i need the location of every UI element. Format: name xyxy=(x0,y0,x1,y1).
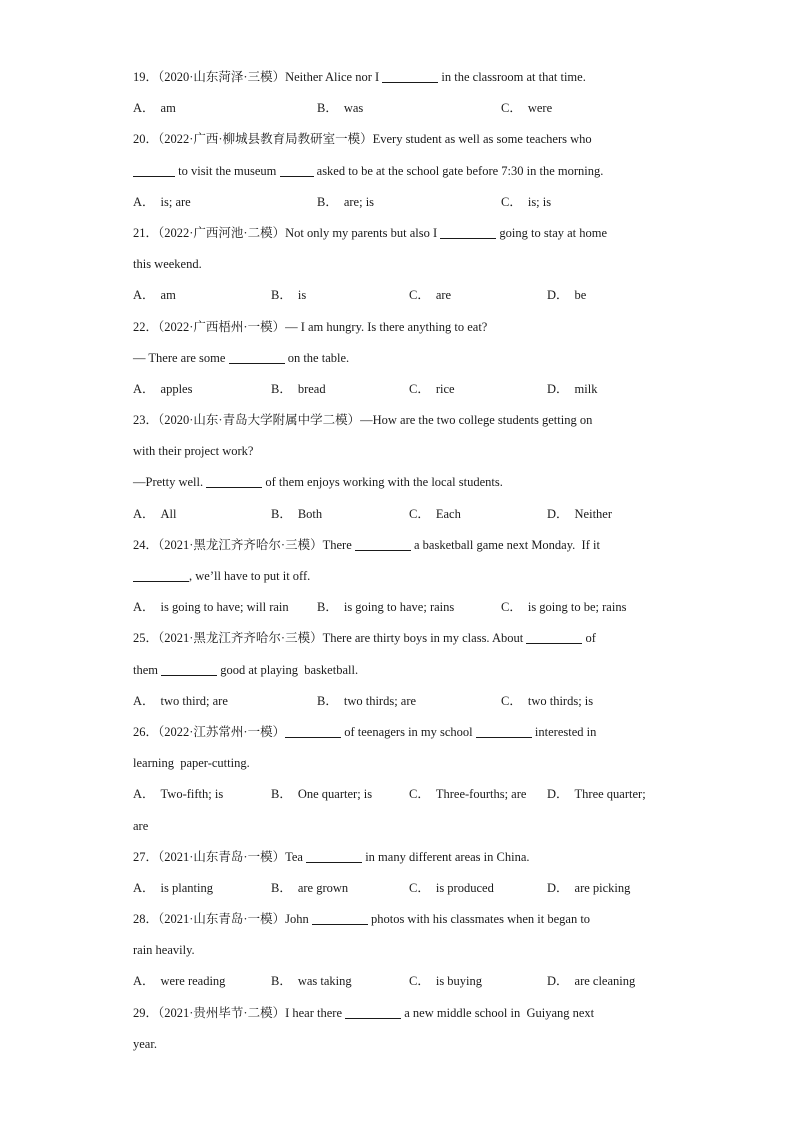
question-stem-line xyxy=(133,249,663,280)
question-source: （2020·山东·青岛大学附属中学二模） xyxy=(158,413,361,428)
answer-blank xyxy=(285,723,341,738)
option-letter: C． xyxy=(409,506,430,521)
option-text: is; are xyxy=(160,194,191,209)
question-27 xyxy=(133,842,663,904)
option-a[interactable] xyxy=(133,873,213,904)
question-source: （2022·广西梧州·一模） xyxy=(158,319,286,334)
option-text: Three-fourths; are xyxy=(435,787,527,802)
question-number: 19． xyxy=(133,70,159,84)
option-text: bread xyxy=(297,381,326,396)
stem-text: —How are the two college students getting on xyxy=(360,413,593,428)
stem-text: Not only my parents but also I xyxy=(285,225,441,240)
question-number: 28． xyxy=(133,912,159,927)
option-c[interactable] xyxy=(501,93,552,124)
answer-blank xyxy=(526,629,582,644)
question-source: （2021·黑龙江齐齐哈尔·三模） xyxy=(158,537,323,552)
answer-blank xyxy=(229,349,285,364)
option-letter: A． xyxy=(133,600,155,615)
option-text: were reading xyxy=(160,974,226,989)
question-stem-line xyxy=(133,717,663,748)
option-letter: C． xyxy=(409,880,430,895)
question-stem-line xyxy=(133,904,663,935)
option-letter: B． xyxy=(317,693,338,708)
option-b[interactable] xyxy=(271,873,348,904)
option-c[interactable] xyxy=(409,966,482,997)
stem-text: Tea xyxy=(285,849,307,864)
answer-blank xyxy=(476,723,532,738)
option-text: is going to have; rains xyxy=(343,600,455,615)
stem-text: of xyxy=(582,631,596,646)
option-text: be xyxy=(574,288,587,303)
stem-text: rain heavily. xyxy=(133,943,195,958)
option-text: two thirds; are xyxy=(343,693,417,708)
answer-blank xyxy=(355,536,411,551)
question-stem-line xyxy=(133,655,663,686)
option-letter: D． xyxy=(547,288,569,303)
question-source: （2021·山东青岛·一模） xyxy=(158,912,286,927)
option-text: am xyxy=(160,288,176,303)
stem-text: with their project work? xyxy=(133,444,254,459)
option-letter: C． xyxy=(501,101,522,116)
option-a[interactable] xyxy=(133,499,177,530)
option-letter: A． xyxy=(133,506,155,521)
option-a[interactable] xyxy=(133,187,191,218)
question-stem-line xyxy=(133,623,663,654)
question-25 xyxy=(133,623,663,717)
option-letter: B． xyxy=(271,974,292,989)
options-row xyxy=(133,280,663,311)
question-23 xyxy=(133,405,663,530)
option-text: is planting xyxy=(160,880,213,895)
question-19 xyxy=(133,62,663,124)
option-letter: C． xyxy=(501,194,522,209)
option-a[interactable] xyxy=(133,280,176,311)
stem-text: in many different areas in China. xyxy=(362,849,530,864)
option-text: is xyxy=(297,288,307,303)
option-text: is buying xyxy=(435,974,483,989)
stem-text: — I am hungry. Is there anything to eat? xyxy=(285,319,488,334)
stem-text: photos with his classmates when it began to xyxy=(367,912,591,927)
option-a[interactable] xyxy=(133,592,289,623)
question-stem-line xyxy=(133,124,663,155)
question-stem-line xyxy=(133,467,663,498)
stem-text: a basketball game next Monday. If it xyxy=(410,537,600,552)
question-stem-line xyxy=(133,530,663,561)
option-a[interactable] xyxy=(133,374,192,405)
option-b[interactable] xyxy=(271,966,352,997)
option-c[interactable] xyxy=(501,592,626,623)
question-number: 25． xyxy=(133,631,159,646)
question-stem-line xyxy=(133,343,663,374)
stem-text: Neither Alice nor I xyxy=(285,70,383,84)
stem-text: learning paper-cutting. xyxy=(133,756,250,771)
option-d[interactable] xyxy=(547,374,597,405)
question-stem-line xyxy=(133,156,663,187)
option-letter: B． xyxy=(271,787,292,802)
option-letter: B． xyxy=(317,101,338,116)
option-letter: A． xyxy=(133,194,155,209)
option-b[interactable] xyxy=(317,93,363,124)
option-d[interactable] xyxy=(547,966,635,997)
answer-blank xyxy=(382,68,438,83)
question-source: （2021·黑龙江齐齐哈尔·三模） xyxy=(158,631,323,646)
option-letter: D． xyxy=(547,506,569,521)
options-row xyxy=(133,686,663,717)
stem-text: going to stay at home xyxy=(496,225,608,240)
option-text: milk xyxy=(574,381,598,396)
answer-blank xyxy=(206,473,262,488)
option-text: two third; are xyxy=(160,693,228,708)
question-number: 24． xyxy=(133,537,159,552)
question-stem-line xyxy=(133,935,663,966)
option-text: are picking xyxy=(574,880,631,895)
question-number: 26． xyxy=(133,724,159,739)
option-letter: D． xyxy=(547,381,569,396)
option-b[interactable] xyxy=(271,280,306,311)
option-letter: B． xyxy=(271,288,292,303)
options-row xyxy=(133,499,663,530)
option-text: were xyxy=(527,101,553,116)
option-letter: D． xyxy=(547,880,569,895)
option-a[interactable] xyxy=(133,966,225,997)
question-29 xyxy=(133,998,663,1060)
question-24 xyxy=(133,530,663,624)
stem-text: of teenagers in my school xyxy=(341,724,476,739)
options-row xyxy=(133,592,663,623)
option-text: Two-fifth; is xyxy=(160,787,224,802)
option-text: are xyxy=(435,288,452,303)
answer-blank xyxy=(306,848,362,863)
stem-text: in the classroom at that time. xyxy=(438,70,586,84)
option-letter: C． xyxy=(409,288,430,303)
option-text: is produced xyxy=(435,880,494,895)
option-letter: B． xyxy=(271,506,292,521)
stem-text: — There are some xyxy=(133,350,229,365)
option-c[interactable] xyxy=(409,873,494,904)
stem-text: them xyxy=(133,662,162,677)
option-letter: A． xyxy=(133,288,155,303)
stem-text: I hear there xyxy=(285,1005,346,1020)
answer-blank xyxy=(133,162,175,177)
stem-text: to visit the museum xyxy=(175,163,280,178)
stem-text: of them enjoys working with the local students. xyxy=(262,475,503,490)
option-c[interactable] xyxy=(409,280,451,311)
option-letter: C． xyxy=(409,381,430,396)
option-letter: C． xyxy=(501,600,522,615)
option-letter: B． xyxy=(271,381,292,396)
option-text: is going to have; will rain xyxy=(160,600,289,615)
option-c[interactable] xyxy=(409,374,455,405)
question-source: （2021·山东青岛·一模） xyxy=(158,849,286,864)
option-b[interactable] xyxy=(271,374,326,405)
option-letter: C． xyxy=(409,787,430,802)
option-text: two thirds; is xyxy=(527,693,594,708)
question-stem-line xyxy=(133,1029,663,1060)
option-letter: B． xyxy=(317,194,338,209)
question-stem-line xyxy=(133,748,663,779)
question-number: 20． xyxy=(133,132,159,147)
option-d[interactable] xyxy=(547,499,612,530)
options-row xyxy=(133,187,663,218)
stem-text: this weekend. xyxy=(133,257,202,272)
option-text: are grown xyxy=(297,880,349,895)
option-text: was taking xyxy=(297,974,352,989)
stem-text: on the table. xyxy=(284,350,350,365)
stem-text: a new middle school in Guiyang next xyxy=(401,1005,595,1020)
question-source: （2022·江苏常州·一模） xyxy=(158,724,286,739)
option-letter: A． xyxy=(133,693,155,708)
option-b[interactable] xyxy=(317,592,454,623)
question-number: 21． xyxy=(133,225,159,240)
option-text: apples xyxy=(160,381,193,396)
question-stem-line xyxy=(133,405,663,436)
question-source: （2022·广西·柳城县教育局教研室一模） xyxy=(158,132,373,147)
option-text: rice xyxy=(435,381,455,396)
option-text: is; is xyxy=(527,194,552,209)
option-a[interactable] xyxy=(133,779,223,810)
answer-blank xyxy=(133,567,189,582)
option-a[interactable] xyxy=(133,686,228,717)
option-c[interactable] xyxy=(501,187,551,218)
option-letter: B． xyxy=(317,600,338,615)
option-text: is going to be; rains xyxy=(527,600,627,615)
option-text: Both xyxy=(297,506,323,521)
option-letter: A． xyxy=(133,787,155,802)
answer-blank xyxy=(345,1004,401,1019)
option-letter: D． xyxy=(547,787,569,802)
option-letter: A． xyxy=(133,974,155,989)
option-text: All xyxy=(160,506,177,521)
question-stem-line xyxy=(133,62,663,93)
question-stem-line xyxy=(133,436,663,467)
question-stem-line xyxy=(133,998,663,1029)
question-source: （2021·贵州毕节·二模） xyxy=(158,1005,286,1020)
options-row xyxy=(133,873,663,904)
option-b[interactable] xyxy=(271,779,372,810)
option-text: was xyxy=(343,101,364,116)
question-stem-line xyxy=(133,218,663,249)
option-letter: A． xyxy=(133,101,155,116)
stem-text: asked to be at the school gate before 7:30 in the morning. xyxy=(313,163,604,178)
option-d[interactable] xyxy=(547,873,630,904)
option-text: are; is xyxy=(343,194,375,209)
question-stem-line xyxy=(133,561,663,592)
option-text: Each xyxy=(435,506,461,521)
question-26 xyxy=(133,717,663,842)
option-wrap-line: are xyxy=(133,818,149,833)
answer-blank xyxy=(312,910,368,925)
question-22 xyxy=(133,312,663,406)
stem-text: interested in xyxy=(531,724,597,739)
option-text: Neither xyxy=(574,506,613,521)
stem-text: There xyxy=(322,537,355,552)
stem-text: , we’ll have to put it off. xyxy=(189,569,311,583)
question-28 xyxy=(133,904,663,998)
option-letter: A． xyxy=(133,880,155,895)
option-letter: D． xyxy=(547,974,569,989)
option-d[interactable] xyxy=(547,779,646,810)
options-row xyxy=(133,779,663,810)
option-letter: A． xyxy=(133,381,155,396)
option-letter: C． xyxy=(409,974,430,989)
stem-text: Every student as well as some teachers who xyxy=(372,132,592,147)
stem-text: There are thirty boys in my class. About xyxy=(322,631,527,646)
question-20 xyxy=(133,124,663,218)
answer-blank xyxy=(280,162,314,177)
options-row xyxy=(133,374,663,405)
options-row xyxy=(133,966,663,997)
option-d[interactable] xyxy=(547,280,586,311)
stem-text: good at playing basketball. xyxy=(217,662,359,677)
question-number: 29． xyxy=(133,1005,159,1020)
stem-text: year. xyxy=(133,1036,157,1051)
question-source: （2022·广西河池·二模） xyxy=(158,225,286,240)
question-stem-line xyxy=(133,312,663,343)
option-text: am xyxy=(160,101,176,116)
stem-text: John xyxy=(285,912,312,927)
option-c[interactable] xyxy=(409,499,461,530)
option-text: Three quarter; xyxy=(574,787,646,802)
option-c[interactable] xyxy=(409,779,526,810)
option-letter: B． xyxy=(271,880,292,895)
question-stem-line xyxy=(133,842,663,873)
question-number: 22． xyxy=(133,319,159,334)
question-21 xyxy=(133,218,663,312)
option-text: One quarter; is xyxy=(297,787,373,802)
option-c[interactable] xyxy=(501,686,593,717)
question-source: （2020·山东菏泽·三模） xyxy=(158,70,286,84)
option-letter: C． xyxy=(501,693,522,708)
option-b[interactable] xyxy=(317,686,416,717)
options-row xyxy=(133,93,663,124)
question-number: 23． xyxy=(133,413,159,428)
exam-page xyxy=(133,62,663,1060)
stem-text: —Pretty well. xyxy=(133,475,207,490)
option-a[interactable] xyxy=(133,93,176,124)
option-b[interactable] xyxy=(271,499,322,530)
question-number: 27． xyxy=(133,849,159,864)
answer-blank xyxy=(161,661,217,676)
option-b[interactable] xyxy=(317,187,374,218)
answer-blank xyxy=(440,224,496,239)
option-text: are cleaning xyxy=(574,974,636,989)
